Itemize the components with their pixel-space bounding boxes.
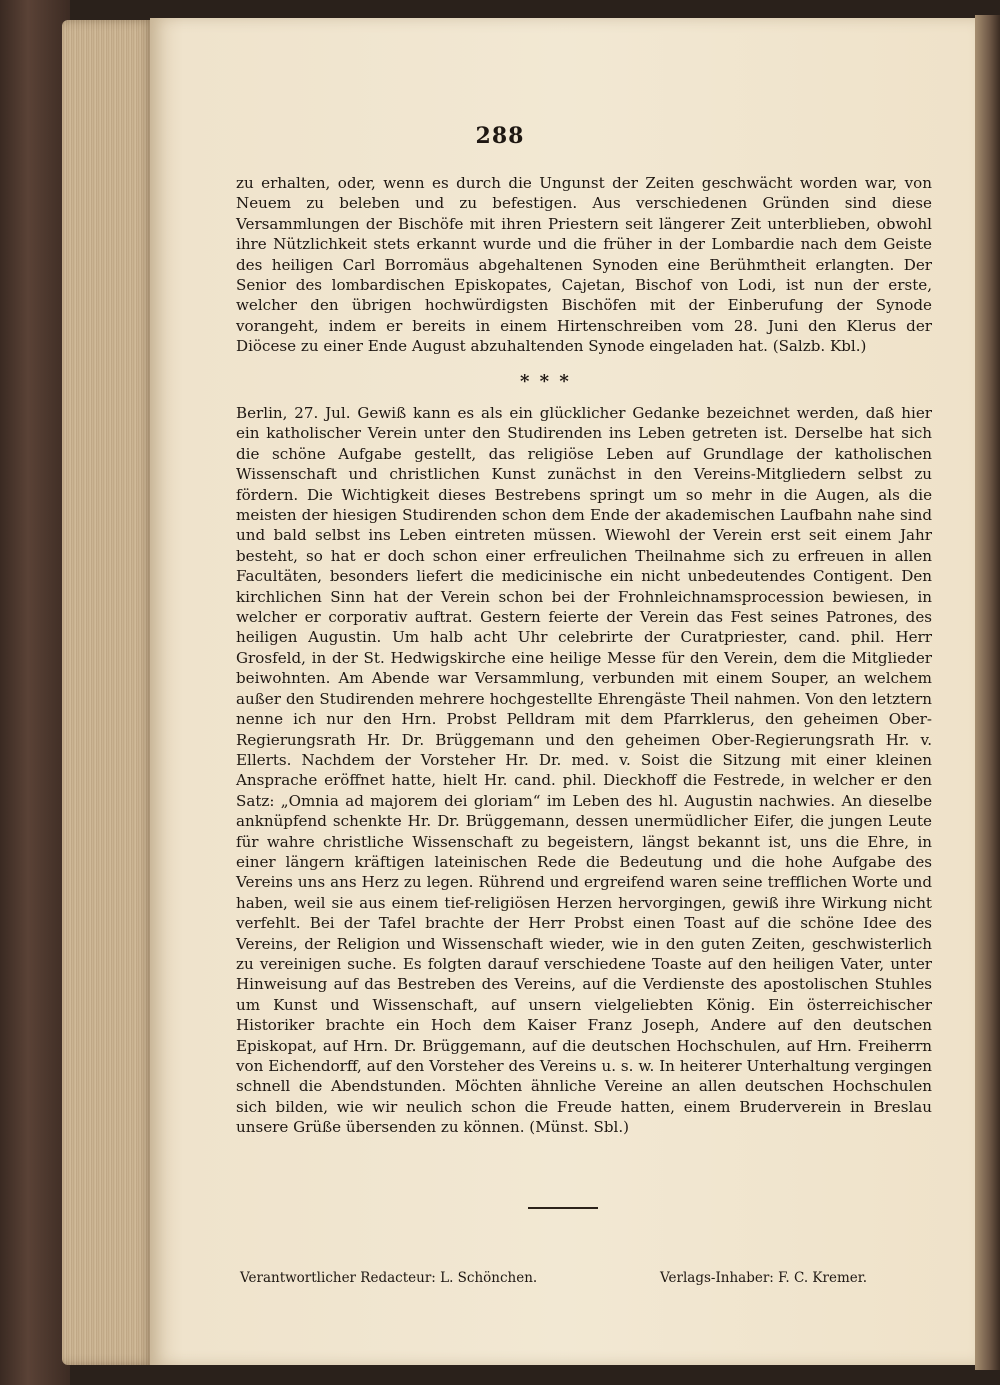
section-separator: * * * (520, 371, 571, 392)
book-cover (0, 0, 70, 1385)
paragraph-berlin: Berlin, 27. Jul. Gewiß kann es als ein glücklicher Gedanke bezeichnet werden, daß hier ein katholischer Verein unter den Studirenden ins Leben getreten ist. Derselbe hat sich die schöne Aufgabe gestellt, das religiöse Leben auf Grundlage der katholischen Wissenschaft und christlichen Kunst zunächst in den Vereins-Mitgliedern selbst zu fördern. Die Wichtigkeit dieses Bestrebens springt um so mehr in die Augen, als die meisten der hiesigen Studirenden schon dem Ende der akademischen Laufbahn nahe sind und bald selbst ins Leben eintreten müssen. Wiewohl der Verein erst seit einem Jahr besteht, so hat er doch schon einer erfreulichen Theilnahme sich zu erfreuen in allen Facultäten, besonders liefert die medicinische ein nicht unbedeutendes Contigent. Den kirchlichen Sinn hat der Verein schon bei der Frohnleichnamsprocession bewiesen, in welcher er corporativ auftrat. Gestern feierte der Verein das Fest seines Patrones, des heiligen Augustin. Um halb acht Uhr celebrirte der Curatpriester, cand. phil. Herr Grosfeld, in der St. Hedwigskirche eine heilige Messe für den Verein, dem die Mitglieder beiwohnten. Am Abende war Versammlung, verbunden mit einem Souper, an welchem außer den Studirenden mehrere hochgestellte Ehrengäste Theil nahmen. Von den letztern nenne ich nur den Hrn. Probst Pelldram mit dem Pfarrklerus, den geheimen Ober-Regierungsrath Hr. Dr. Brüggemann und den geheimen Ober-Regierungsrath Hr. v. Ellerts. Nachdem der Vorsteher Hr. Dr. med. v. Soist die Sitzung mit einer kleinen Ansprache eröffnet hatte, hielt Hr. cand. phil. Dieckhoff die Festrede, in welcher er den Satz: „Omnia ad majorem dei gloriam“ im Leben des hl. Augustin nachwies. An dieselbe anknüpfend schenkte Hr. Dr. Brüggemann, dessen unermüdlicher Eifer, die jungen Leute für wahre christliche Wissenschaft zu begeistern, längst bekannt ist, uns die Ehre, in einer längern kräftigen lateinischen Rede die Bedeutung und die hohe Aufgabe des Vereins uns ans Herz zu legen. Rührend und ergreifend waren seine trefflichen Worte und haben, weil sie aus einem tief-religiösen Herzen hervorgingen, gewiß ihre Wirkung nicht verfehlt. Bei der Tafel brachte der Herr Probst einen Toast auf die schöne Idee des Vereins, der Religion und Wissenschaft wieder, wie in den guten Zeiten, geschwisterlich zu vereinigen suche. Es folgten darauf verschiedene Toaste auf den heiligen Vater, unter Hinweisung auf das Bestreben des Vereins, auf die Verdienste des apostolischen Stuhles um Kunst und Wissenschaft, auf unsern vielgeliebten König. Ein österreichischer Historiker brachte ein Hoch dem Kaiser Franz Joseph, Andere auf den deutschen Episkopat, auf Hrn. Dr. Brüggemann, auf die deutschen Hochschulen, auf Hrn. Freiherrn von Eichendorff, auf den Vorsteher des Vereins u. s. w. In heiterer Unterhaltung vergingen schnell die Abendstunden. Möchten ähnliche Vereine an allen deutschen Hochschulen sich bilden, wie wir neulich schon die Freude hatten, einem Bruderverein in Breslau unsere Grüße übersenden zu können. (Münst. Sbl.) (236, 404, 932, 1137)
article-body (236, 173, 932, 357)
page-number: 288 (475, 123, 525, 149)
footer-publisher: Verlags-Inhaber: F. C. Kremer. (660, 1270, 868, 1286)
footer-editor: Verantwortlicher Redacteur: L. Schönchen. (240, 1270, 538, 1286)
page-edges (62, 20, 154, 1365)
end-rule (528, 1207, 598, 1209)
article-body-berlin (236, 403, 932, 1138)
paragraph-synod: zu erhalten, oder, wenn es durch die Ungunst der Zeiten geschwächt worden war, von Neuem zu beleben und zu befestigen. Aus verschiedenen Gründen sind diese Versammlungen der Bischöfe mit ihren Priestern seit längerer Zeit unterblieben, obwohl ihre Nützlichkeit stets erkannt wurde und die früher in der Lombardie nach dem Geiste des heiligen Carl Borromäus abgehaltenen Synoden eine Berühmtheit erlangten. Der Senior des lombardischen Episkopates, Cajetan, Bischof von Lodi, ist nun der erste, welcher den übrigen hochwürdigsten Bischöfen mit der Einberufung der Synode vorangeht, indem er bereits in einem Hirtenschreiben vom 28. Juni den Klerus der Diöcese zu einer Ende August abzuhaltenden Synode eingeladen hat. (Salzb. Kbl.) (236, 174, 932, 356)
right-page-edge (975, 15, 1000, 1370)
